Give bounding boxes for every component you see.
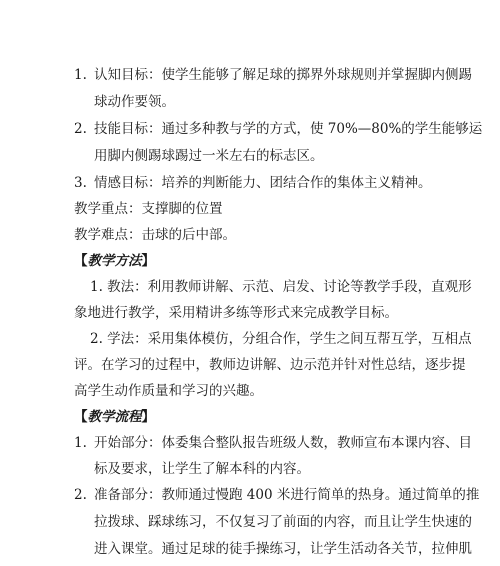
process-start-line-2: 标及要求，让学生了解本科的内容。 bbox=[94, 461, 310, 477]
method-learning-line-2: 评。在学习的过程中，教师边讲解、边示范并针对性总结，逐步提 bbox=[74, 357, 466, 373]
method-teaching-line-1: 1. 教法：利用教师讲解、示范、启发、讨论等教学手段，直观形 bbox=[90, 279, 472, 295]
method-learning-line-3: 高学生动作质量和学习的兴趣。 bbox=[74, 383, 263, 399]
goal-number: 1. bbox=[74, 67, 87, 83]
process-number: 2. bbox=[74, 487, 87, 503]
methods-heading-text: 教学方法 bbox=[87, 253, 142, 269]
process-number: 1. bbox=[74, 435, 87, 451]
goal-cognitive-line-2: 球动作要领。 bbox=[94, 94, 175, 110]
method-learning-line-1: 2. 学法：采用集体模仿，分组合作，学生之间互帮互学，互相点 bbox=[90, 331, 472, 347]
teaching-difficulty: 教学难点：击球的后中部。 bbox=[74, 227, 236, 243]
goal-cognitive-line-1: 认知目标：使学生能够了解足球的掷界外球规则并掌握脚内侧踢 bbox=[94, 67, 472, 83]
goal-number: 3. bbox=[74, 175, 87, 191]
goal-skill-line-1: 技能目标：通过多种教与学的方式，使 70%—80%的学生能够运 bbox=[94, 121, 483, 137]
goal-skill-line-2: 用脚内侧踢球踢过一米左右的标志区。 bbox=[94, 148, 324, 164]
bracket-open: 【 bbox=[74, 409, 88, 425]
bracket-close: 】 bbox=[141, 253, 155, 269]
process-start-line-1: 开始部分：体委集合整队报告班级人数，教师宣布本课内容、目 bbox=[94, 435, 472, 451]
process-heading-text: 教学流程 bbox=[87, 409, 142, 425]
teaching-key-point: 教学重点：支撑脚的位置 bbox=[74, 201, 223, 217]
process-heading bbox=[74, 408, 155, 426]
process-prep-line-3: 进入课堂。通过足球的徒手操练习，让学生活动各关节，拉伸肌 bbox=[94, 541, 472, 557]
goal-emotion-line-1: 情感目标：培养的判断能力、团结合作的集体主义精神。 bbox=[94, 175, 432, 191]
goal-number: 2. bbox=[74, 121, 87, 137]
process-prep-line-1: 准备部分：教师通过慢跑 400 米进行简单的热身。通过简单的推 bbox=[94, 487, 480, 503]
bracket-open: 【 bbox=[74, 253, 88, 269]
process-prep-line-2: 拉拨球、踩球练习，不仅复习了前面的内容，而且让学生快速的 bbox=[94, 514, 472, 530]
methods-heading bbox=[74, 252, 155, 270]
bracket-close: 】 bbox=[141, 409, 155, 425]
method-teaching-line-2: 象地进行教学，采用精讲多练等形式来完成教学目标。 bbox=[74, 305, 398, 321]
